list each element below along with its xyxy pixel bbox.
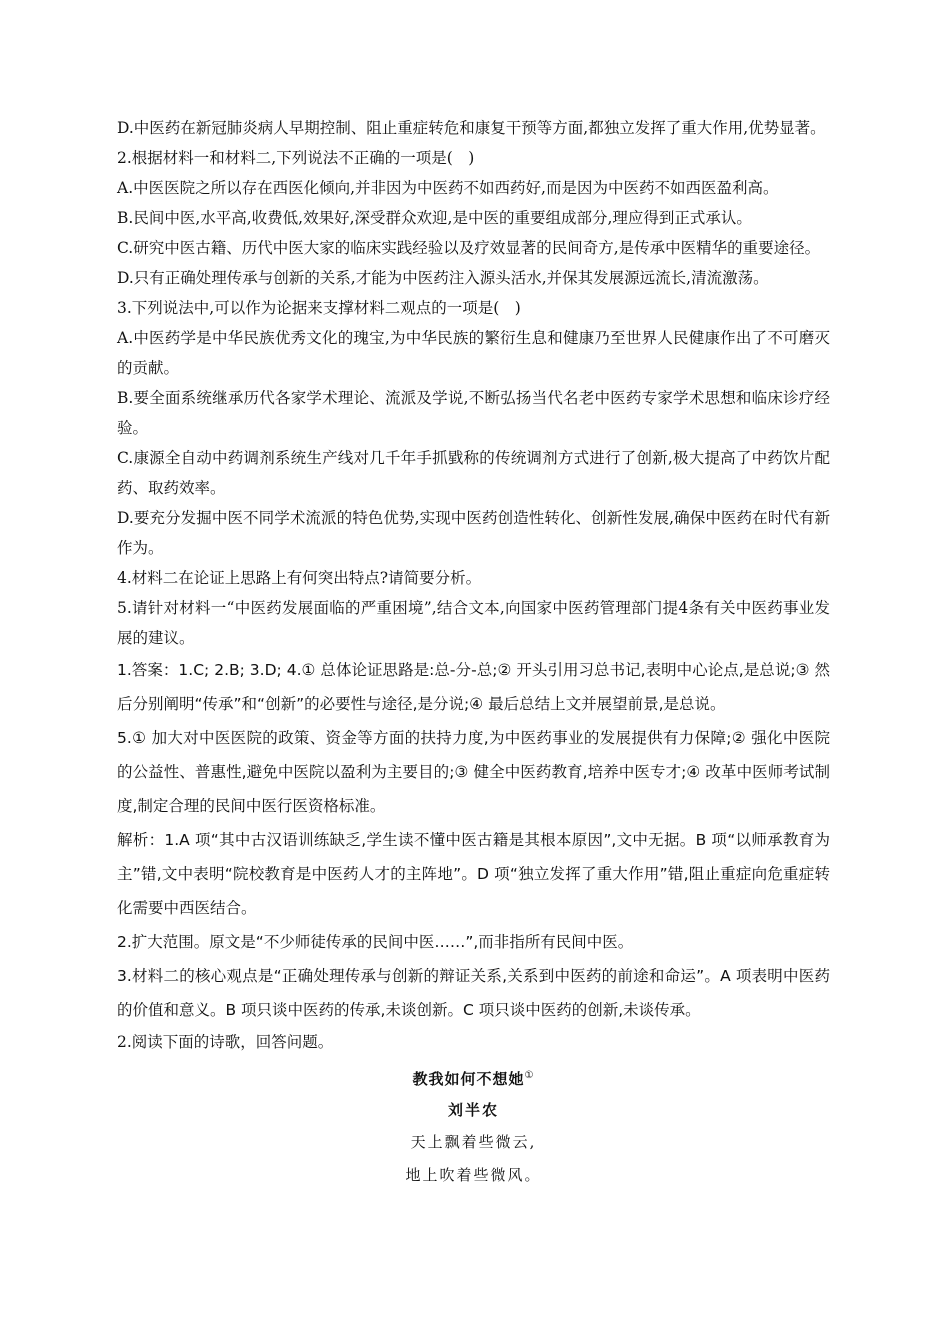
- question-text: B.民间中医,水平高,收费低,效果好,深受群众欢迎,是中医的重要组成部分,理应得到正式承认。: [117, 209, 752, 227]
- poem-title: 教我如何不想她①: [412, 1070, 535, 1088]
- question-text: A.中医药学是中华民族优秀文化的瑰宝,为中华民族的繁衍生息和健康乃至世界人民健康作出了不可磨灭的贡献。: [117, 329, 830, 377]
- question-text: 4.材料二在论证上思路上有何突出特点?请简要分析。: [117, 569, 482, 587]
- question-text: D.中医药在新冠肺炎病人早期控制、阻止重症转危和康复干预等方面,都独立发挥了重大作用,优势显著。: [117, 119, 826, 137]
- poem-line: 地上吹着些微风。: [405, 1166, 542, 1184]
- question-text: C.康源全自动中药调剂系统生产线对几千年手抓戥称的传统调剂方式进行了创新,极大提高了中药饮片配药、取药效率。: [117, 449, 830, 497]
- question-text: 3.下列说法中,可以作为论据来支撑材料二观点的一项是( ): [117, 299, 521, 317]
- analysis-text: 2.扩大范围。原文是“不少师徒传承的民间中医……”,而非指所有民间中医。: [117, 933, 634, 951]
- question-text: D.只有正确处理传承与创新的关系,才能为中医药注入源头活水,并保其发展源远流长,清流激荡。: [117, 269, 769, 287]
- question-text: B.要全面系统继承历代各家学术理论、流派及学说,不断弘扬当代名老中医药专家学术思想和临床诊疗经验。: [117, 389, 830, 437]
- footnote-mark: ①: [524, 1070, 535, 1081]
- analysis-text: 3.材料二的核心观点是“正确处理传承与创新的辩证关系,关系到中医药的前途和命运”。A 项表明中医药的价值和意义。B 项只谈中医药的传承,未谈创新。C 项只谈中医药的创新,未谈传承。: [117, 967, 830, 1019]
- question-text: 5.请针对材料一“中医药发展面临的严重困境”,结合文本,向国家中医药管理部门提4条有关中医药事业发展的建议。: [117, 599, 830, 647]
- poem-author: 刘半农: [447, 1101, 499, 1119]
- analysis-text: 解析：1.A 项“其中古汉语训练缺乏,学生读不懂中医古籍是其根本原因”,文中无据。B 项“以师承教育为主”错,文中表明“院校教育是中医药人才的主阵地”。D 项“独立发挥了重大作用”错,阻止重症向危重症转化需要中西医结合。: [117, 831, 830, 917]
- answer-text: 1.答案：1.C; 2.B; 3.D; 4.① 总体论证思路是:总-分-总;② 开头引用习总书记,表明中心论点,是总说;③ 然后分别阐明“传承”和“创新”的必要性与途径,是分说;④ 最后总结上文并展望前景,是总说。: [117, 661, 830, 713]
- reading-prompt: 2.阅读下面的诗歌，回答问题。: [117, 1033, 334, 1051]
- question-text: 2.根据材料一和材料二,下列说法不正确的一项是( ): [117, 149, 475, 167]
- question-text: A.中医医院之所以存在西医化倾向,并非因为中医药不如西药好,而是因为中医药不如西医盈利高。: [117, 179, 779, 197]
- question-text: C.研究中医古籍、历代中医大家的临床实践经验以及疗效显著的民间奇方,是传承中医精华的重要途径。: [117, 239, 821, 257]
- question-text: D.要充分发掘中医不同学术流派的特色优势,实现中医药创造性转化、创新性发展,确保中医药在时代有新作为。: [117, 509, 830, 557]
- answer-text: 5.① 加大对中医医院的政策、资金等方面的扶持力度,为中医药事业的发展提供有力保障;② 强化中医院的公益性、普惠性,避免中医院以盈利为主要目的;③ 健全中医药教育,培养中医专才;④ 改革中医师考试制度,制定合理的民间中医行医资格标准。: [117, 729, 830, 815]
- poem-line: 天上飘着些微云,: [410, 1133, 537, 1151]
- poem: [117, 1061, 830, 1192]
